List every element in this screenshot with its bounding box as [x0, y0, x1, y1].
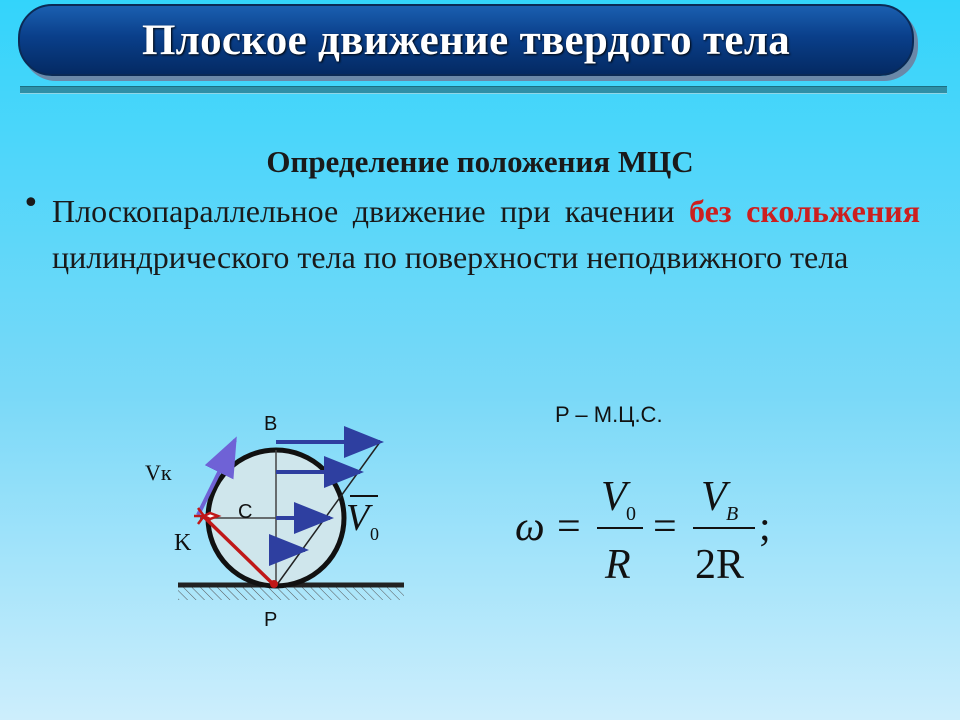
- slide-title: Плоское движение твердого тела: [141, 16, 791, 64]
- angular-velocity-formula: [505, 462, 795, 592]
- formula-den1: R: [605, 542, 631, 588]
- body-paragraph: [52, 188, 920, 280]
- label-b: B: [264, 413, 278, 435]
- formula-num2-sub: B: [726, 503, 739, 525]
- formula-end: ;: [759, 504, 771, 550]
- rolling-cylinder-diagram: [140, 400, 420, 640]
- label-p: P: [264, 609, 278, 631]
- formula-eq-2: =: [653, 504, 677, 550]
- label-c: C: [238, 501, 253, 523]
- point-p: [270, 580, 278, 588]
- label-vk: Vк: [145, 460, 172, 485]
- paragraph-part1: Плоскопараллельное движение при качении: [52, 193, 690, 229]
- formula-den2: 2R: [695, 542, 745, 588]
- title-divider: [20, 86, 947, 94]
- label-k: K: [174, 530, 192, 556]
- label-v0-sub: 0: [370, 524, 379, 544]
- formula-eq-1: =: [557, 504, 581, 550]
- mcs-caption: P – М.Ц.С.: [555, 402, 663, 427]
- label-v0: V: [346, 497, 370, 539]
- bullet-icon: •: [22, 186, 40, 221]
- formula-num1: V: [601, 474, 627, 520]
- formula-num1-sub: 0: [626, 503, 636, 525]
- paragraph-part2: цилиндрического тела по поверхности неподвижного тела: [52, 239, 849, 275]
- subheading: Определение положения МЦС: [266, 144, 694, 179]
- formula-num2: V: [701, 474, 727, 520]
- title-bar: [18, 4, 914, 76]
- ground-hatch: [178, 586, 404, 600]
- paragraph-highlight: без скольжения: [689, 193, 921, 229]
- formula-omega: ω: [515, 504, 545, 550]
